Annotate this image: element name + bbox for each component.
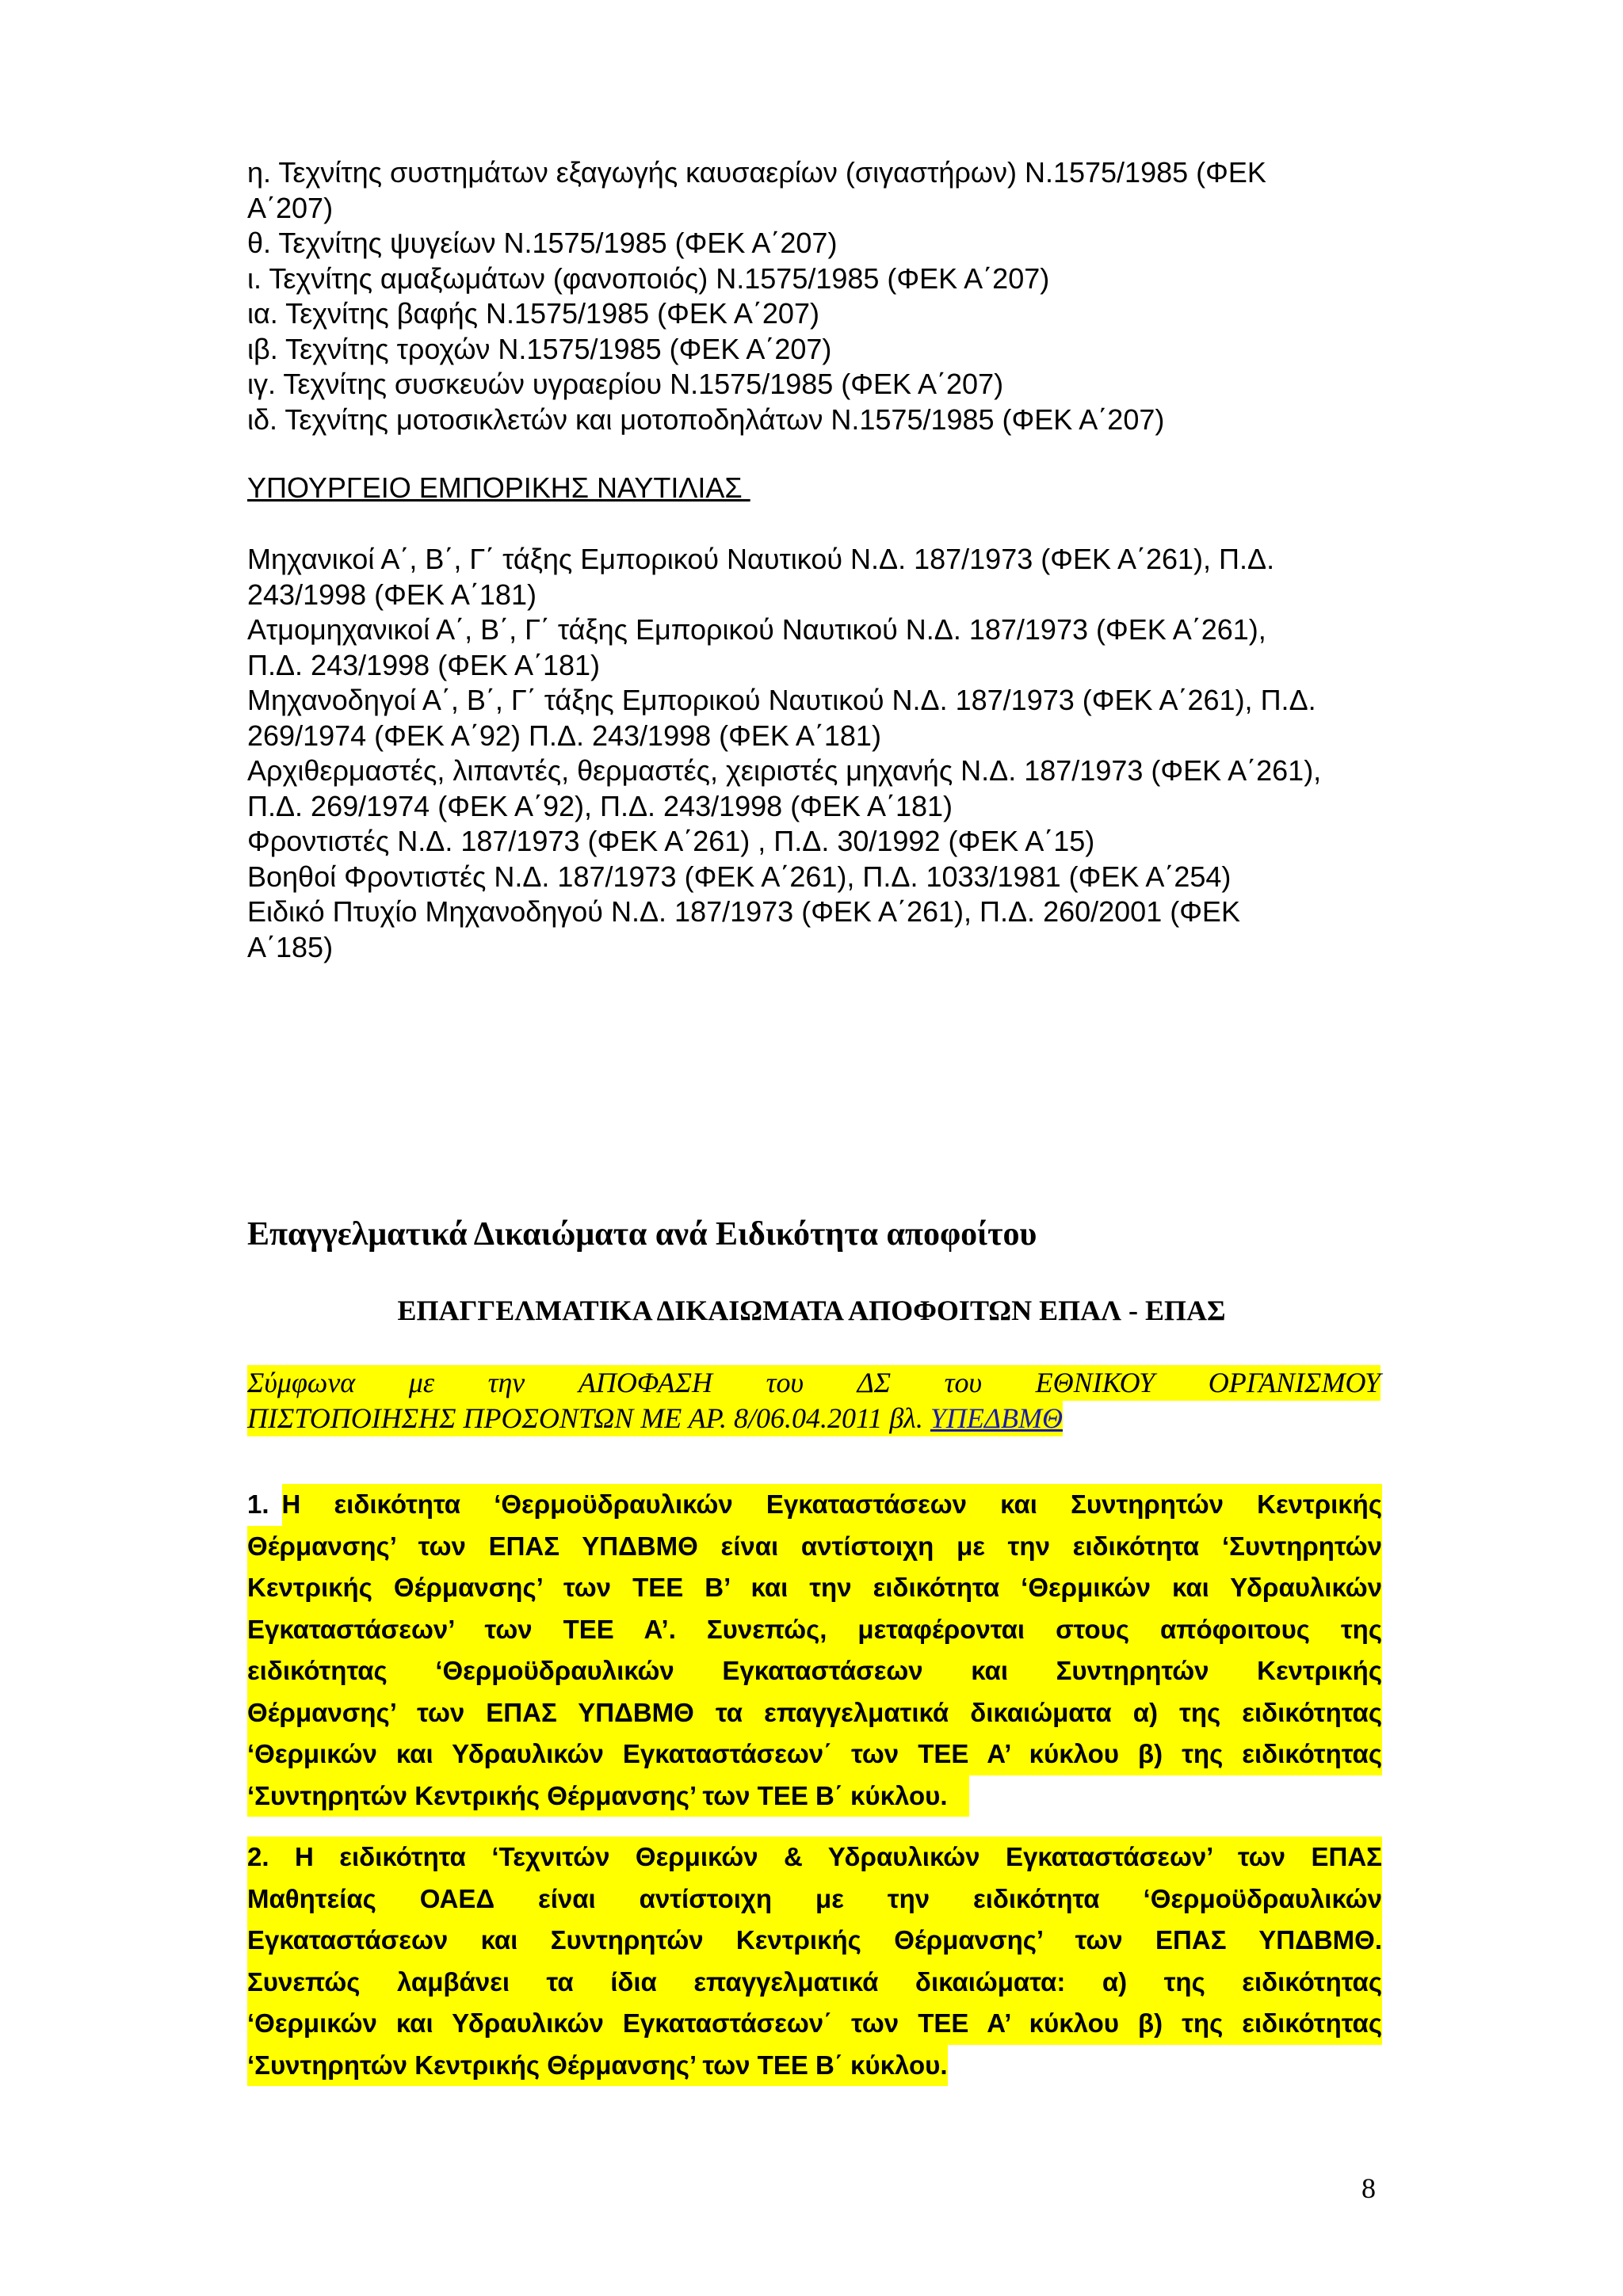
list-item: Α΄185) (247, 930, 334, 963)
list-item: Π.Δ. 269/1974 (ΦΕΚ Α΄92), Π.Δ. 243/1998 (ΦΕΚ Α΄181) (247, 789, 953, 822)
paragraph-line-text: Θέρμανσης’ των ΕΠΑΣ ΥΠΔΒΜΘ τα επαγγελματικά δικαιώματα α) της ειδικότητας (247, 1692, 1382, 1734)
paragraph-line-text: ειδικότητας ‘Θερμοϋδραυλικών Εγκαταστάσεων και Συντηρητών Κεντρικής (247, 1650, 1382, 1692)
list-item: ια. Τεχνίτης βαφής Ν.1575/1985 (ΦΕΚ Α΄207) (247, 297, 819, 330)
paragraph-2 (247, 1836, 1382, 2086)
list-item: 243/1998 (ΦΕΚ Α΄181) (247, 578, 537, 611)
section-heading: Επαγγελματικά Δικαιώματα ανά Ειδικότητα αποφοίτου (247, 1216, 1037, 1253)
paragraph-line (247, 1484, 1382, 1526)
paragraph-line (247, 1878, 1382, 1920)
list-item: Α΄207) (247, 191, 334, 224)
paragraph-line-text: ‘Συντηρητών Κεντρικής Θέρμανσης’ των ΤΕΕ Β΄ κύκλου. (247, 1775, 969, 1817)
paragraph-line-text: Η ειδικότητα ‘Θερμοϋδραυλικών Εγκαταστάσεων και Συντηρητών Κεντρικής (282, 1484, 1382, 1526)
decision-reference (247, 1365, 1381, 1436)
list-item: 269/1974 (ΦΕΚ Α΄92) Π.Δ. 243/1998 (ΦΕΚ Α΄181) (247, 719, 881, 752)
list-item: ιβ. Τεχνίτης τροχών Ν.1575/1985 (ΦΕΚ Α΄207) (247, 332, 832, 365)
list-item: Βοηθοί Φροντιστές Ν.Δ. 187/1973 (ΦΕΚ Α΄261), Π.Δ. 1033/1981 (ΦΕΚ Α΄254) (247, 860, 1232, 893)
trade-list (247, 155, 1404, 437)
list-item: Ειδικό Πτυχίο Μηχανοδηγού Ν.Δ. 187/1973 (ΦΕΚ Α΄261), Π.Δ. 260/2001 (ΦΕΚ (247, 895, 1240, 928)
list-item: ι. Τεχνίτης αμαξωμάτων (φανοποιός) Ν.1575/1985 (ΦΕΚ Α΄207) (247, 261, 1050, 295)
list-item: Φροντιστές Ν.Δ. 187/1973 (ΦΕΚ Α΄261) , Π.Δ. 30/1992 (ΦΕΚ Α΄15) (247, 825, 1095, 857)
decision-text: ΠΙΣΤΟΠΟΙΗΣΗΣ ΠΡΟΣΟΝΤΩΝ ΜΕ ΑΡ. 8/06.04.2011 βλ. (247, 1402, 930, 1434)
list-item: η. Τεχνίτης συστημάτων εξαγωγής καυσαερίων (σιγαστήρων) Ν.1575/1985 (ΦΕΚ (247, 156, 1266, 189)
paragraph-line-text: Κεντρικής Θέρμανσης’ των ΤΕΕ Β’ και την ειδικότητα ‘Θερμικών και Υδραυλικών (247, 1567, 1382, 1609)
paragraph-line (247, 1526, 1382, 1568)
paragraph-line-text: ‘Θερμικών και Υδραυλικών Εγκαταστάσεων΄ των ΤΕΕ Α’ κύκλου β) της ειδικότητας (247, 1733, 1382, 1775)
paragraph-line (247, 1692, 1382, 1734)
paragraph-line (247, 1836, 1382, 1878)
paragraph-line-text: ‘Θερμικών και Υδραυλικών Εγκαταστάσεων΄ των ΤΕΕ Α’ κύκλου β) της ειδικότητας (247, 2003, 1382, 2045)
paragraph-line-text: Συνεπώς λαμβάνει τα ίδια επαγγελματικά δικαιώματα: α) της ειδικότητας (247, 1962, 1382, 2004)
paragraph-line-text: 2. Η ειδικότητα ‘Τεχνιτών Θερμικών & Υδραυλικών Εγκαταστάσεων’ των ΕΠΑΣ (247, 1836, 1382, 1878)
decision-word: με (408, 1367, 435, 1398)
decision-word: του (944, 1367, 983, 1398)
paragraph-line-text: Εγκαταστάσεων και Συντηρητών Κεντρικής Θέρμανσης’ των ΕΠΑΣ ΥΠΔΒΜΘ. (247, 1920, 1382, 1962)
section-subheading: ΕΠΑΓΓΕΛΜΑΤΙΚΑ ΔΙΚΑΙΩΜΑΤΑ ΑΠΟΦΟΙΤΩΝ ΕΠΑΛ - ΕΠΑΣ (397, 1295, 1226, 1326)
ministry-heading: ΥΠΟΥΡΓΕΙΟ ΕΜΠΟΡΙΚΗΣ ΝΑΥΤΙΛΙΑΣ (247, 471, 750, 504)
paragraph-line (247, 1567, 1382, 1609)
decision-line-1 (247, 1365, 1381, 1401)
list-item: Αρχιθερμαστές, λιπαντές, θερμαστές, χειριστές μηχανής Ν.Δ. 187/1973 (ΦΕΚ Α΄261), (247, 754, 1322, 787)
merchant-navy-list (247, 542, 1404, 965)
paragraph-line (247, 1609, 1382, 1651)
paragraph-line-text: Μαθητείας ΟΑΕΔ είναι αντίστοιχη με την ειδικότητα ‘Θερμοϋδραυλικών (247, 1878, 1382, 1920)
paragraph-line (247, 1650, 1382, 1692)
decision-word: ΔΣ (857, 1367, 892, 1398)
decision-word: την (487, 1367, 525, 1398)
list-item: ιδ. Τεχνίτης μοτοσικλετών και μοτοποδηλάτων Ν.1575/1985 (ΦΕΚ Α΄207) (247, 402, 1165, 436)
list-item: Ατμομηχανικοί Α΄, Β΄, Γ΄ τάξης Εμπορικού Ναυτικού Ν.Δ. 187/1973 (ΦΕΚ Α΄261), (247, 613, 1266, 646)
paragraph-line (247, 1775, 1382, 1817)
paragraph-line (247, 1920, 1382, 1962)
decision-word: Σύμφωνα (247, 1367, 356, 1398)
decision-line-2 (247, 1401, 1063, 1436)
paragraph-line (247, 1962, 1382, 2004)
decision-word: του (766, 1367, 804, 1398)
paragraph-1 (247, 1484, 1382, 1817)
paragraph-number: 1. (247, 1489, 269, 1519)
paragraph-line (247, 2003, 1382, 2045)
paragraph-line-text: Θέρμανσης’ των ΕΠΑΣ ΥΠΔΒΜΘ είναι αντίστοιχη με την ειδικότητα ‘Συντηρητών (247, 1526, 1382, 1568)
list-item: Μηχανικοί Α΄, Β΄, Γ΄ τάξης Εμπορικού Ναυτικού Ν.Δ. 187/1973 (ΦΕΚ Α΄261), Π.Δ. (247, 543, 1275, 575)
paragraph-line-text: ‘Συντηρητών Κεντρικής Θέρμανσης’ των ΤΕΕ Β΄ κύκλου. (247, 2045, 948, 2087)
page-number: 8 (1361, 2172, 1376, 2204)
paragraph-line (247, 1733, 1382, 1775)
decision-word: ΟΡΓΑΝΙΣΜΟΥ (1208, 1367, 1381, 1398)
list-item: θ. Τεχνίτης ψυγείων Ν.1575/1985 (ΦΕΚ Α΄207) (247, 227, 838, 259)
ypedvmth-link[interactable]: ΥΠΕΔΒΜΘ (930, 1402, 1063, 1434)
list-item: Π.Δ. 243/1998 (ΦΕΚ Α΄181) (247, 648, 601, 681)
list-item: Μηχανοδηγοί Α΄, Β΄, Γ΄ τάξης Εμπορικού Ναυτικού Ν.Δ. 187/1973 (ΦΕΚ Α΄261), Π.Δ. (247, 684, 1316, 716)
decision-word: ΑΠΟΦΑΣΗ (578, 1367, 713, 1398)
paragraph-line-text: Εγκαταστάσεων’ των ΤΕΕ Α’. Συνεπώς, μεταφέρονται στους απόφοιτους της (247, 1609, 1382, 1651)
paragraph-line (247, 2045, 1382, 2087)
decision-word: ΕΘΝΙΚΟΥ (1035, 1367, 1155, 1398)
list-item: ιγ. Τεχνίτης συσκευών υγραερίου Ν.1575/1985 (ΦΕΚ Α΄207) (247, 368, 1004, 400)
